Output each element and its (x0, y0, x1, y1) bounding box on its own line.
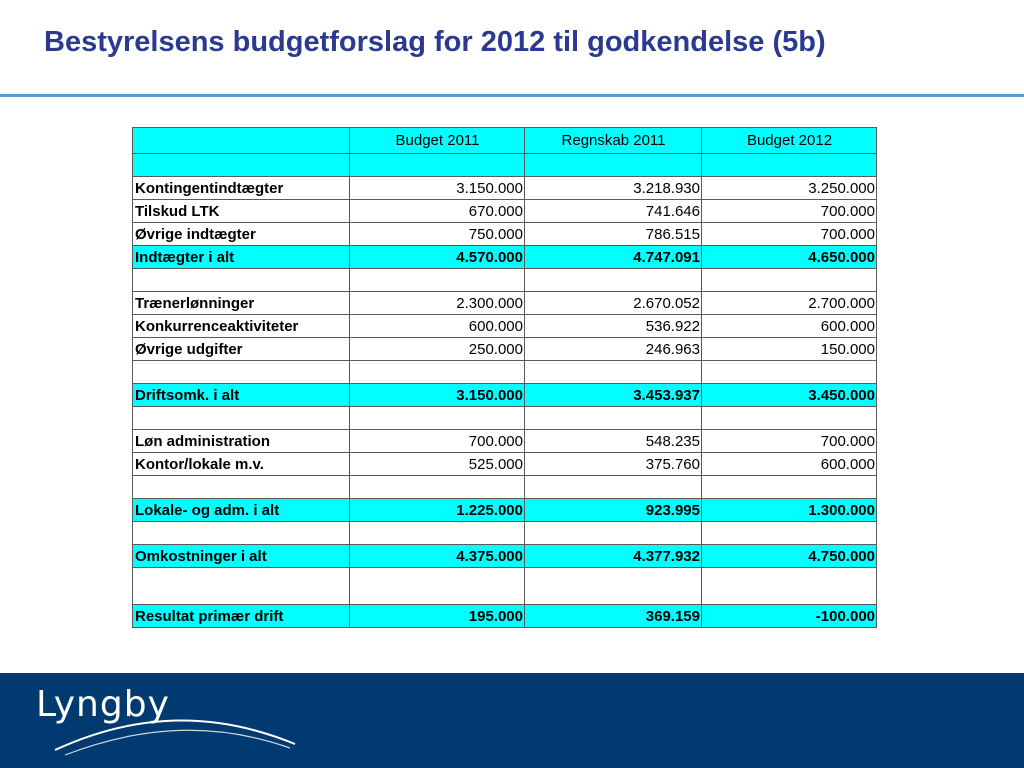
cell-regnskab-2011: 3.453.937 (525, 384, 702, 407)
cell-budget-2011: 250.000 (350, 338, 525, 361)
cell-regnskab-2011: 375.760 (525, 453, 702, 476)
row-label: Løn administration (133, 430, 350, 453)
row-label: Tilskud LTK (133, 200, 350, 223)
cell-budget-2012: 4.750.000 (702, 545, 877, 568)
blank-row (133, 361, 877, 384)
row-label: Trænerlønninger (133, 292, 350, 315)
cell-budget-2011: 4.375.000 (350, 545, 525, 568)
cell-budget-2012: -100.000 (702, 605, 877, 628)
header-cell-label (133, 128, 350, 154)
table-row (133, 177, 877, 200)
slide-title: Bestyrelsens budgetforslag for 2012 til godkendelse (5b) (44, 26, 826, 58)
cell-budget-2012: 150.000 (702, 338, 877, 361)
table-row (133, 223, 877, 246)
blank-row (133, 476, 877, 499)
header-cell-budget-2011: Budget 2011 (350, 128, 525, 154)
cell-budget-2012: 600.000 (702, 315, 877, 338)
blank-header-row (133, 154, 877, 177)
lyngby-logo-text: Lyngby (36, 684, 170, 725)
blank-row (133, 269, 877, 292)
cell-budget-2011: 600.000 (350, 315, 525, 338)
cell-budget-2011: 525.000 (350, 453, 525, 476)
cell-budget-2011: 750.000 (350, 223, 525, 246)
result-row (133, 605, 877, 628)
table-row (133, 338, 877, 361)
cell-regnskab-2011: 923.995 (525, 499, 702, 522)
row-label: Resultat primær drift (133, 605, 350, 628)
cell-budget-2011: 3.150.000 (350, 177, 525, 200)
total-row (133, 246, 877, 269)
cell-budget-2012: 3.450.000 (702, 384, 877, 407)
cell-budget-2011: 4.570.000 (350, 246, 525, 269)
cell-budget-2011: 195.000 (350, 605, 525, 628)
cell-budget-2012: 600.000 (702, 453, 877, 476)
row-label: Konkurrenceaktiviteter (133, 315, 350, 338)
total-row (133, 499, 877, 522)
total-row (133, 545, 877, 568)
cell-budget-2011: 1.225.000 (350, 499, 525, 522)
row-label: Lokale- og adm. i alt (133, 499, 350, 522)
cell-regnskab-2011: 2.670.052 (525, 292, 702, 315)
cell-regnskab-2011: 369.159 (525, 605, 702, 628)
table-row (133, 200, 877, 223)
table-row (133, 292, 877, 315)
cell-budget-2012: 4.650.000 (702, 246, 877, 269)
cell-budget-2012: 700.000 (702, 430, 877, 453)
row-label: Øvrige udgifter (133, 338, 350, 361)
cell-budget-2011: 3.150.000 (350, 384, 525, 407)
table-row (133, 453, 877, 476)
cell-budget-2011: 2.300.000 (350, 292, 525, 315)
blank-row (133, 522, 877, 545)
header-cell-budget-2012: Budget 2012 (702, 128, 877, 154)
cell-regnskab-2011: 548.235 (525, 430, 702, 453)
table-row (133, 430, 877, 453)
row-label: Kontingentindtægter (133, 177, 350, 200)
cell-regnskab-2011: 536.922 (525, 315, 702, 338)
cell-budget-2011: 700.000 (350, 430, 525, 453)
budget-table (132, 127, 877, 628)
cell-regnskab-2011: 246.963 (525, 338, 702, 361)
cell-regnskab-2011: 4.747.091 (525, 246, 702, 269)
cell-budget-2011: 670.000 (350, 200, 525, 223)
cell-budget-2012: 700.000 (702, 223, 877, 246)
title-divider (0, 94, 1024, 97)
blank-row (133, 568, 877, 605)
cell-budget-2012: 2.700.000 (702, 292, 877, 315)
row-label: Kontor/lokale m.v. (133, 453, 350, 476)
cell-regnskab-2011: 741.646 (525, 200, 702, 223)
cell-regnskab-2011: 3.218.930 (525, 177, 702, 200)
total-row (133, 384, 877, 407)
row-label: Øvrige indtægter (133, 223, 350, 246)
cell-budget-2012: 1.300.000 (702, 499, 877, 522)
cell-regnskab-2011: 786.515 (525, 223, 702, 246)
header-cell-regnskab-2011: Regnskab 2011 (525, 128, 702, 154)
row-label: Indtægter i alt (133, 246, 350, 269)
row-label: Driftsomk. i alt (133, 384, 350, 407)
table-row (133, 315, 877, 338)
table-header-row (133, 128, 877, 154)
cell-budget-2012: 700.000 (702, 200, 877, 223)
blank-row (133, 407, 877, 430)
cell-budget-2012: 3.250.000 (702, 177, 877, 200)
row-label: Omkostninger i alt (133, 545, 350, 568)
wave-logo-icon (50, 700, 300, 760)
cell-regnskab-2011: 4.377.932 (525, 545, 702, 568)
